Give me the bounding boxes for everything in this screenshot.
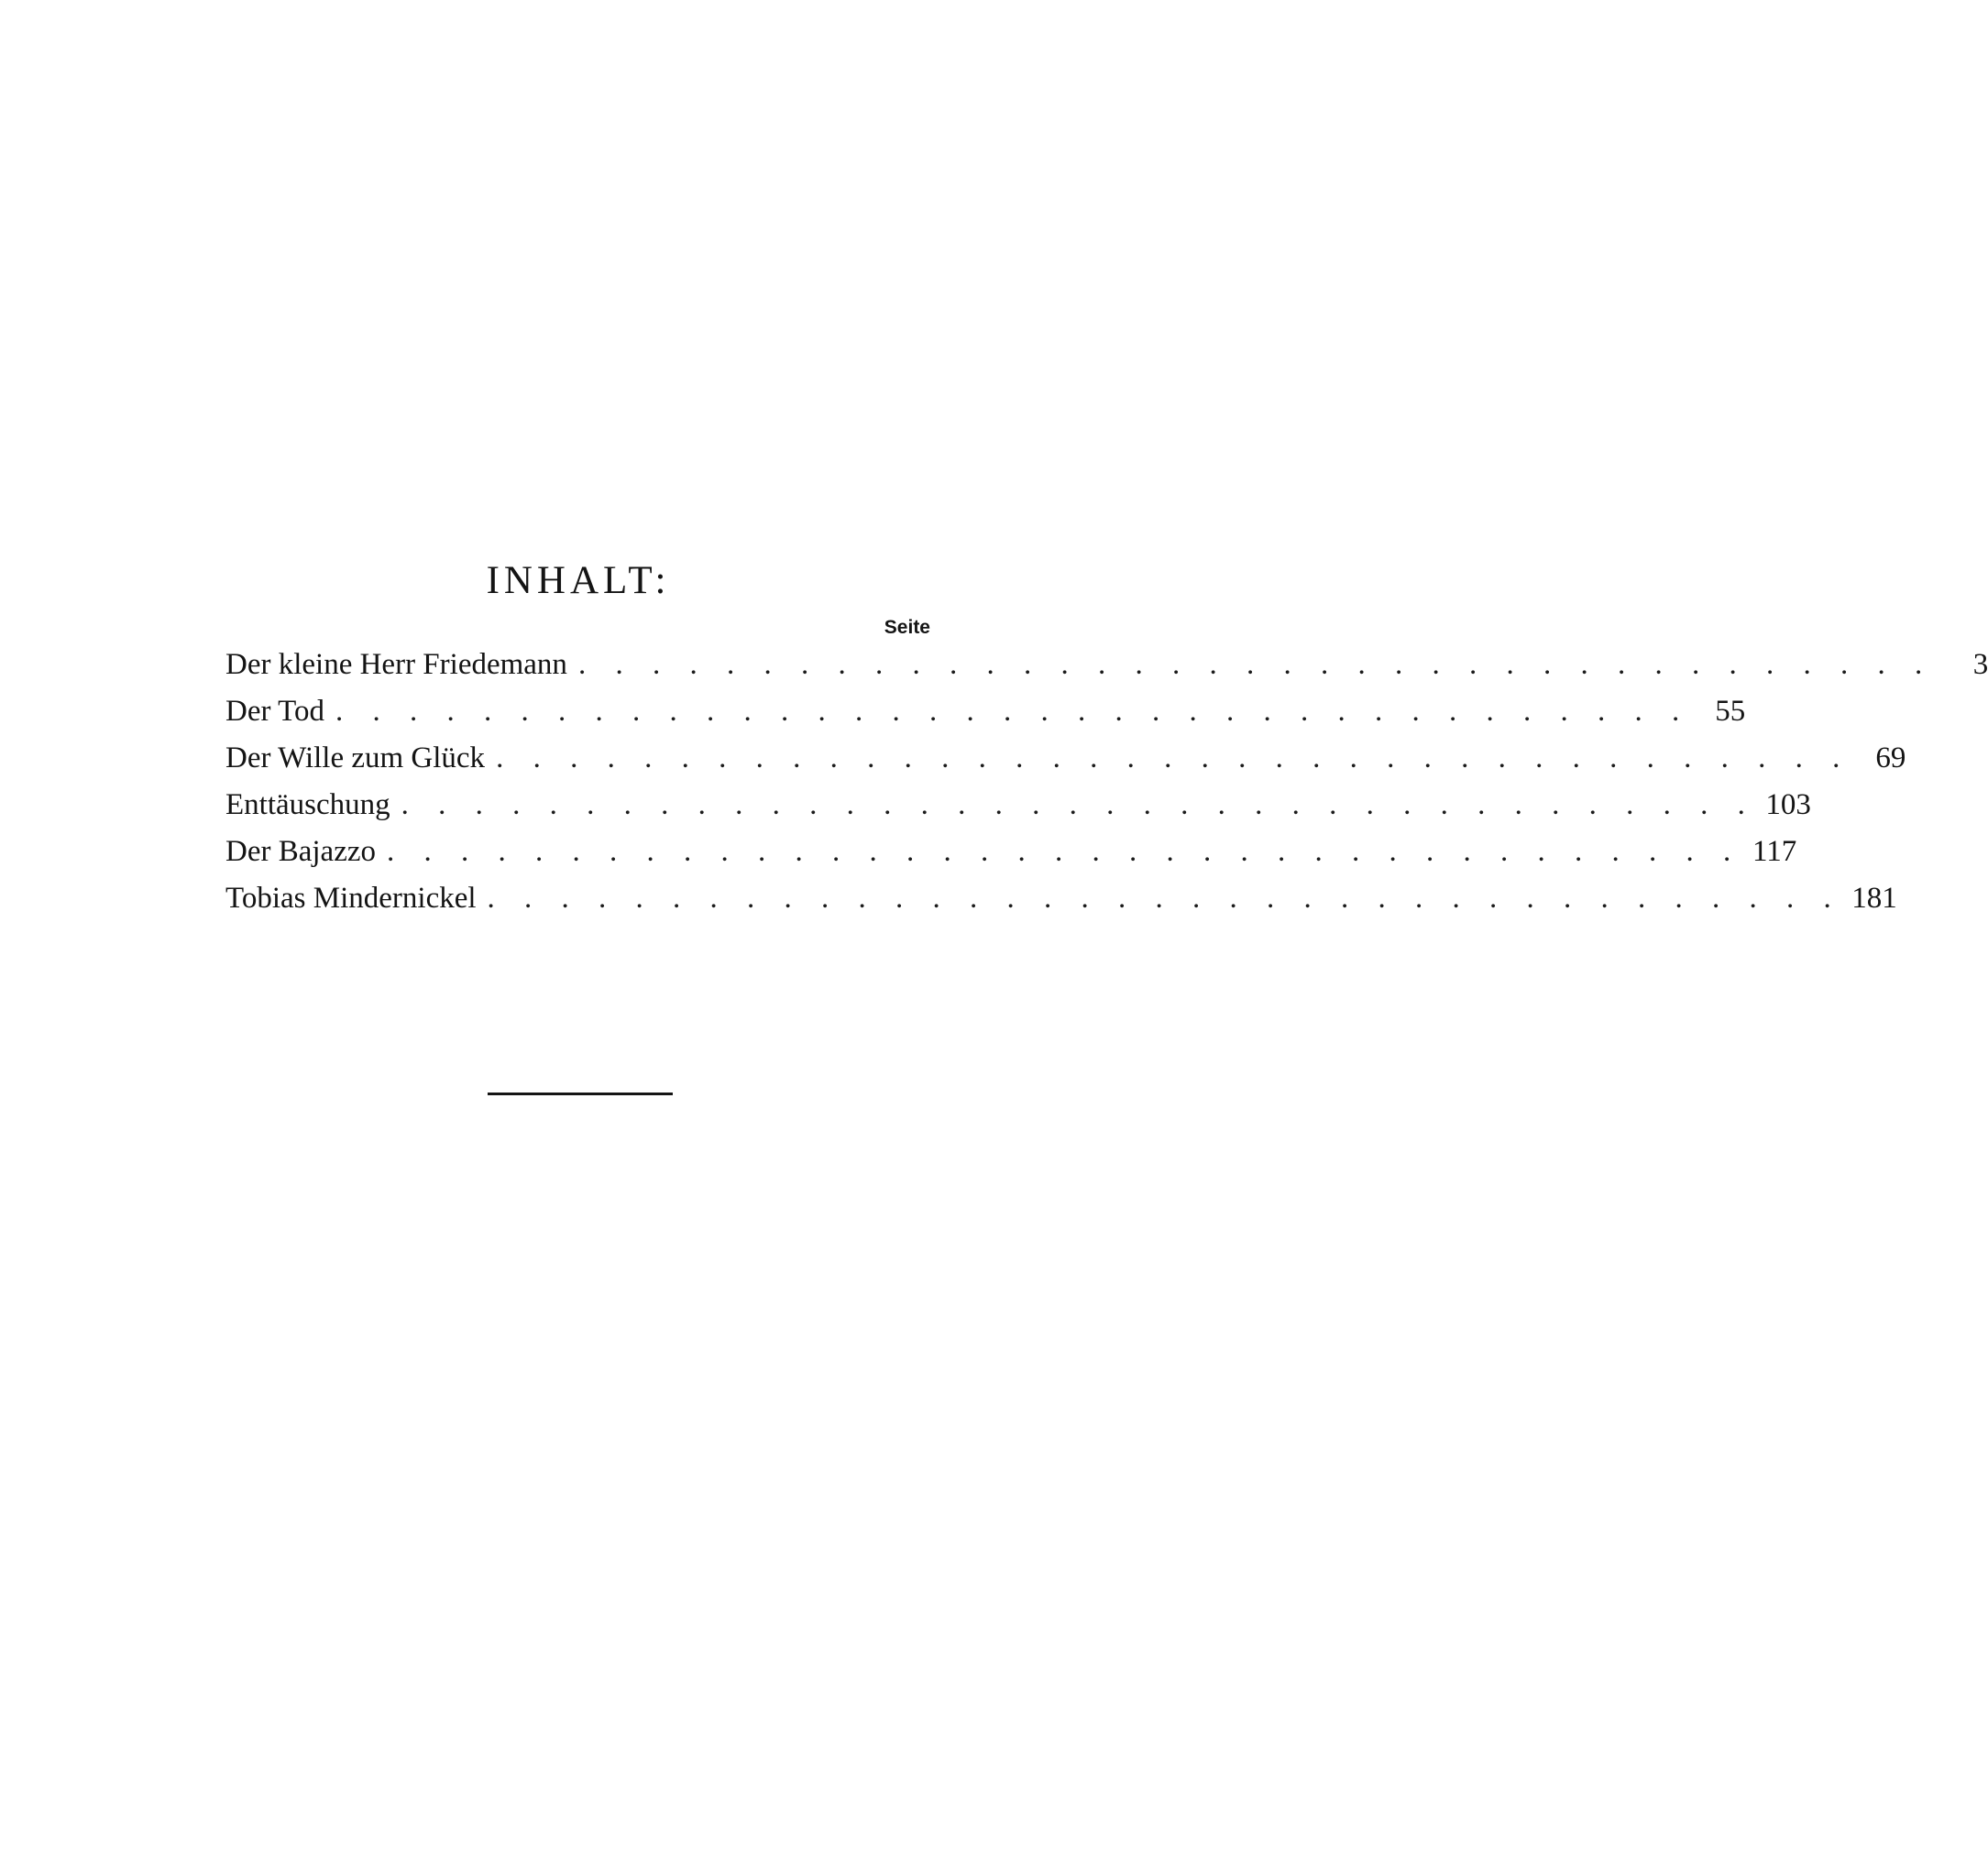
toc-entry-page-number: 103: [1765, 788, 1811, 821]
toc-entry: [225, 875, 1897, 922]
dot-leader: . . . . . . . . . . . . . . . . . . . . . . . . . . . . . . . . . . . . .: [496, 741, 1851, 774]
dot-leader: . . . . . . . . . . . . . . . . . . . . . . . . . . . . . . . . . . . . .: [577, 648, 1934, 681]
dot-leader: . . . . . . . . . . . . . . . . . . . . . . . . . . . . . . . . . . . . .: [401, 788, 1756, 821]
dot-leader: . . . . . . . . . . . . . . . . . . . . . . . . . . . . . . . . . . . . .: [487, 882, 1842, 915]
page-column-header: Seite: [884, 617, 930, 638]
toc-entry-page-number: 181: [1851, 882, 1897, 915]
toc-entry-title: Der Bajazzo: [225, 835, 376, 868]
toc-entry-title: Der kleine Herr Friedemann: [225, 648, 567, 681]
toc-entry: [225, 735, 1906, 782]
toc-entry-title: Der Wille zum Glück: [225, 741, 486, 774]
toc-entry-title: Enttäuschung: [225, 788, 390, 821]
toc-entry-page-number: 3: [1972, 648, 1988, 681]
end-rule: [488, 1093, 673, 1095]
toc-entry-page-number: 117: [1752, 835, 1797, 868]
dot-leader: . . . . . . . . . . . . . . . . . . . . . . . . . . . . . . . . . . . . .: [387, 835, 1742, 868]
toc-title: INHALT:: [486, 559, 671, 602]
dot-leader: . . . . . . . . . . . . . . . . . . . . . . . . . . . . . . . . . . . . .: [335, 695, 1691, 728]
toc-entry-title: Tobias Mindernickel: [225, 882, 477, 915]
toc-entry: [225, 688, 1746, 735]
toc-entry: [225, 829, 1797, 875]
toc-entry-title: Der Tod: [225, 695, 324, 728]
toc-entry-page-number: 55: [1715, 695, 1746, 728]
toc-entry: [225, 642, 1988, 688]
toc-entry-page-number: 69: [1875, 741, 1906, 774]
toc-list: [225, 642, 1988, 922]
toc-entry: [225, 782, 1811, 829]
